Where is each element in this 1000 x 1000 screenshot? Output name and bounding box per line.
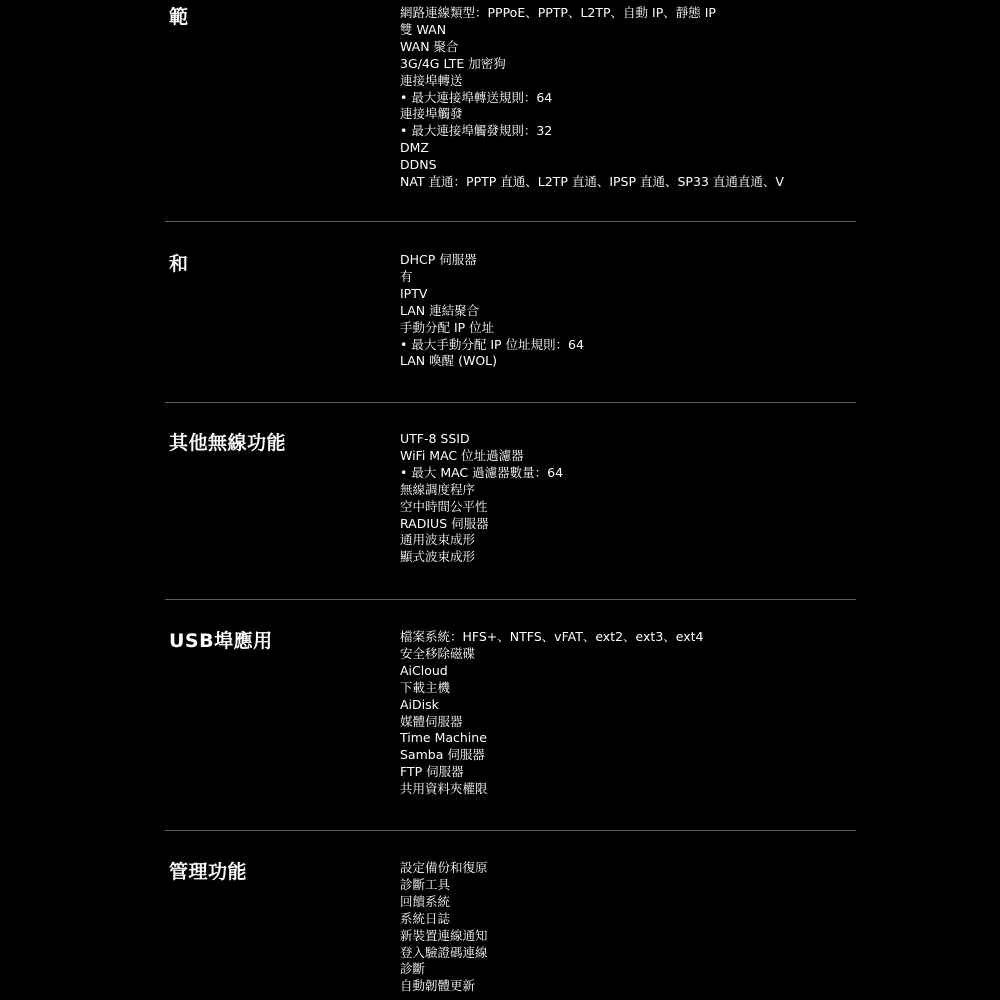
section-heading: 和 bbox=[169, 253, 189, 275]
feature-item: 3G/4G LTE 加密狗 bbox=[400, 55, 506, 71]
feature-item: DMZ bbox=[400, 140, 429, 156]
feature-item: 媒體伺服器 bbox=[400, 713, 463, 729]
feature-item: DDNS bbox=[400, 157, 437, 173]
feature-item: 設定備份和復原 bbox=[400, 860, 488, 875]
feature-item: WiFi MAC 位址過濾器 bbox=[400, 447, 524, 463]
feature-list bbox=[400, 860, 488, 995]
section-heading: 其他無線功能 bbox=[169, 432, 287, 454]
feature-item: 網路連線類型：PPPoE、PPTP、L2TP、自動 IP、靜態 IP bbox=[400, 5, 716, 20]
feature-list bbox=[400, 5, 784, 191]
feature-item: 空中時間公平性 bbox=[400, 498, 488, 514]
feature-item: RADIUS 伺服器 bbox=[400, 515, 489, 531]
feature-item: LAN 喚醒 (WOL) bbox=[400, 353, 498, 369]
feature-item: 有 bbox=[400, 268, 413, 284]
feature-item: 檔案系統：HFS+、NTFS、vFAT、ext2、ext3、ext4 bbox=[400, 629, 704, 644]
feature-item: UTF-8 SSID bbox=[400, 431, 470, 446]
feature-item: 新裝置連線通知 bbox=[400, 927, 488, 943]
section-divider bbox=[165, 830, 856, 831]
feature-item: AiCloud bbox=[400, 662, 448, 678]
section-heading: 範 bbox=[169, 6, 189, 28]
feature-item: 雙 WAN bbox=[400, 21, 447, 37]
feature-item: 自動韌體更新 bbox=[400, 978, 476, 994]
feature-item: 診斷 bbox=[400, 961, 426, 977]
feature-item: 系統日誌 bbox=[400, 910, 451, 926]
feature-item: 無線調度程序 bbox=[400, 481, 476, 497]
feature-list bbox=[400, 431, 563, 566]
section-divider bbox=[165, 599, 856, 600]
feature-item: LAN 連結聚合 bbox=[400, 302, 480, 318]
feature-item: 手動分配 IP 位址 bbox=[400, 319, 495, 335]
feature-item: Time Machine bbox=[400, 730, 487, 746]
section-heading: 管理功能 bbox=[169, 861, 248, 883]
feature-item: 診斷工具 bbox=[400, 876, 451, 892]
feature-item: 安全移除磁碟 bbox=[400, 645, 476, 661]
feature-item: AiDisk bbox=[400, 696, 439, 712]
feature-item: • 最大連接埠轉送規則：64 bbox=[400, 89, 553, 105]
feature-item: 下載主機 bbox=[400, 679, 451, 695]
feature-list bbox=[400, 629, 704, 798]
section-divider bbox=[165, 221, 856, 222]
feature-item: 通用波束成形 bbox=[400, 532, 476, 548]
feature-item: Samba 伺服器 bbox=[400, 747, 485, 763]
feature-list bbox=[400, 252, 584, 370]
section-divider bbox=[165, 402, 856, 403]
section-heading: USB埠應用 bbox=[169, 630, 273, 652]
feature-item: • 最大 MAC 過濾器數量：64 bbox=[400, 464, 564, 480]
feature-item: FTP 伺服器 bbox=[400, 764, 464, 780]
feature-item: 連接埠觸發 bbox=[400, 106, 463, 122]
feature-item: 共用資料夾權限 bbox=[400, 781, 488, 797]
feature-item: NAT 直通：PPTP 直通、L2TP 直通、IPSP 直通、SP33 直通直通、V bbox=[400, 174, 784, 190]
feature-item: 登入驗證碼連線 bbox=[400, 944, 488, 960]
feature-item: 顯式波束成形 bbox=[400, 549, 476, 565]
feature-item: DHCP 伺服器 bbox=[400, 252, 477, 267]
feature-item: 回饋系統 bbox=[400, 893, 451, 909]
feature-item: WAN 聚合 bbox=[400, 38, 459, 54]
feature-item: • 最大連接埠觸發規則：32 bbox=[400, 123, 553, 139]
feature-item: 連接埠轉送 bbox=[400, 72, 463, 88]
feature-item: • 最大手動分配 IP 位址規則：64 bbox=[400, 336, 584, 352]
feature-item: IPTV bbox=[400, 285, 428, 301]
